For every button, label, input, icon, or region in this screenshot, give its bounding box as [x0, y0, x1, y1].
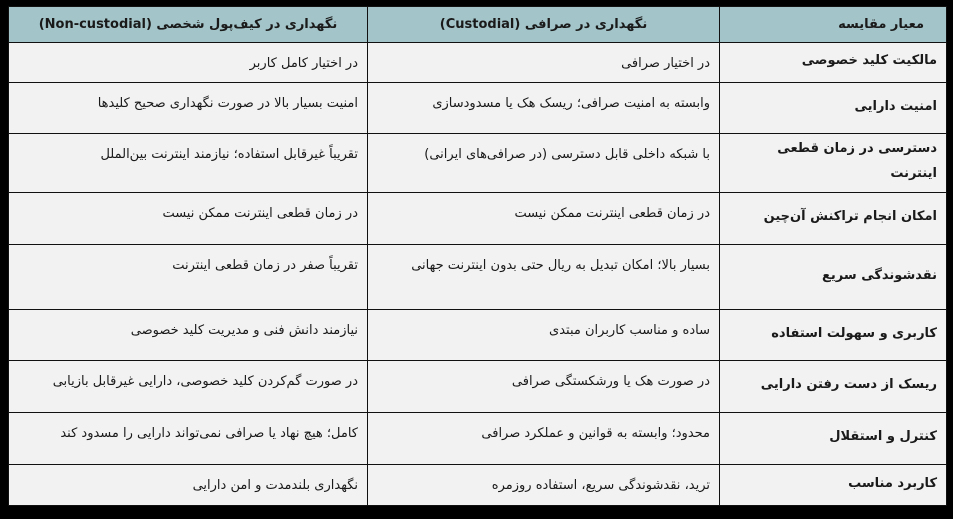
criteria-cell: کاربری و سهولت استفاده	[720, 310, 947, 361]
table-row	[9, 245, 947, 310]
custodial-cell: در اختیار صرافی	[368, 43, 720, 83]
table-row	[9, 134, 947, 193]
table-row	[9, 361, 947, 413]
table-row	[9, 413, 947, 465]
non-custodial-cell: تقریباً صفر در زمان قطعی اینترنت	[9, 245, 368, 310]
table-body	[9, 43, 947, 506]
comparison-table-container	[8, 6, 946, 512]
criteria-cell: دسترسی در زمان قطعی اینترنت	[720, 134, 947, 193]
non-custodial-cell: در اختیار کامل کاربر	[9, 43, 368, 83]
non-custodial-cell: کامل؛ هیچ نهاد یا صرافی نمی‌تواند دارایی را مسدود کند	[9, 413, 368, 465]
non-custodial-cell: در زمان قطعی اینترنت ممکن نیست	[9, 193, 368, 245]
header-criteria: معیار مقایسه	[720, 7, 947, 43]
table-row	[9, 465, 947, 506]
criteria-cell: امکان انجام تراکنش آن‌چین	[720, 193, 947, 245]
custodial-cell: در زمان قطعی اینترنت ممکن نیست	[368, 193, 720, 245]
custody-comparison-table	[8, 6, 947, 506]
non-custodial-cell: نگهداری بلندمدت و امن دارایی	[9, 465, 368, 506]
non-custodial-cell: امنیت بسیار بالا در صورت نگهداری صحیح کلیدها	[9, 83, 368, 134]
non-custodial-cell: نیازمند دانش فنی و مدیریت کلید خصوصی	[9, 310, 368, 361]
table-row	[9, 83, 947, 134]
non-custodial-cell: تقریباً غیرقابل استفاده؛ نیازمند اینترنت بین‌الملل	[9, 134, 368, 193]
table-row	[9, 310, 947, 361]
custodial-cell: بسیار بالا؛ امکان تبدیل به ریال حتی بدون اینترنت جهانی	[368, 245, 720, 310]
header-non-custodial: نگهداری در کیف‌پول شخصی (Non-custodial)	[9, 7, 368, 43]
criteria-cell: کاربرد مناسب	[720, 465, 947, 506]
table-row	[9, 43, 947, 83]
criteria-cell: نقدشوندگی سریع	[720, 245, 947, 310]
custodial-cell: وابسته به امنیت صرافی؛ ریسک هک یا مسدودسازی	[368, 83, 720, 134]
table-header	[9, 7, 947, 43]
criteria-cell: امنیت دارایی	[720, 83, 947, 134]
criteria-cell: مالکیت کلید خصوصی	[720, 43, 947, 83]
custodial-cell: با شبکه داخلی قابل دسترسی (در صرافی‌های ایرانی)	[368, 134, 720, 193]
header-custodial: نگهداری در صرافی (Custodial)	[368, 7, 720, 43]
custodial-cell: ساده و مناسب کاربران مبتدی	[368, 310, 720, 361]
table-row	[9, 193, 947, 245]
custodial-cell: محدود؛ وابسته به قوانین و عملکرد صرافی	[368, 413, 720, 465]
header-row	[9, 7, 947, 43]
custodial-cell: در صورت هک یا ورشکستگی صرافی	[368, 361, 720, 413]
criteria-cell: ریسک از دست رفتن دارایی	[720, 361, 947, 413]
criteria-cell: کنترل و استقلال	[720, 413, 947, 465]
custodial-cell: ترید، نقدشوندگی سریع، استفاده روزمره	[368, 465, 720, 506]
non-custodial-cell: در صورت گم‌کردن کلید خصوصی، دارایی غیرقابل بازیابی	[9, 361, 368, 413]
